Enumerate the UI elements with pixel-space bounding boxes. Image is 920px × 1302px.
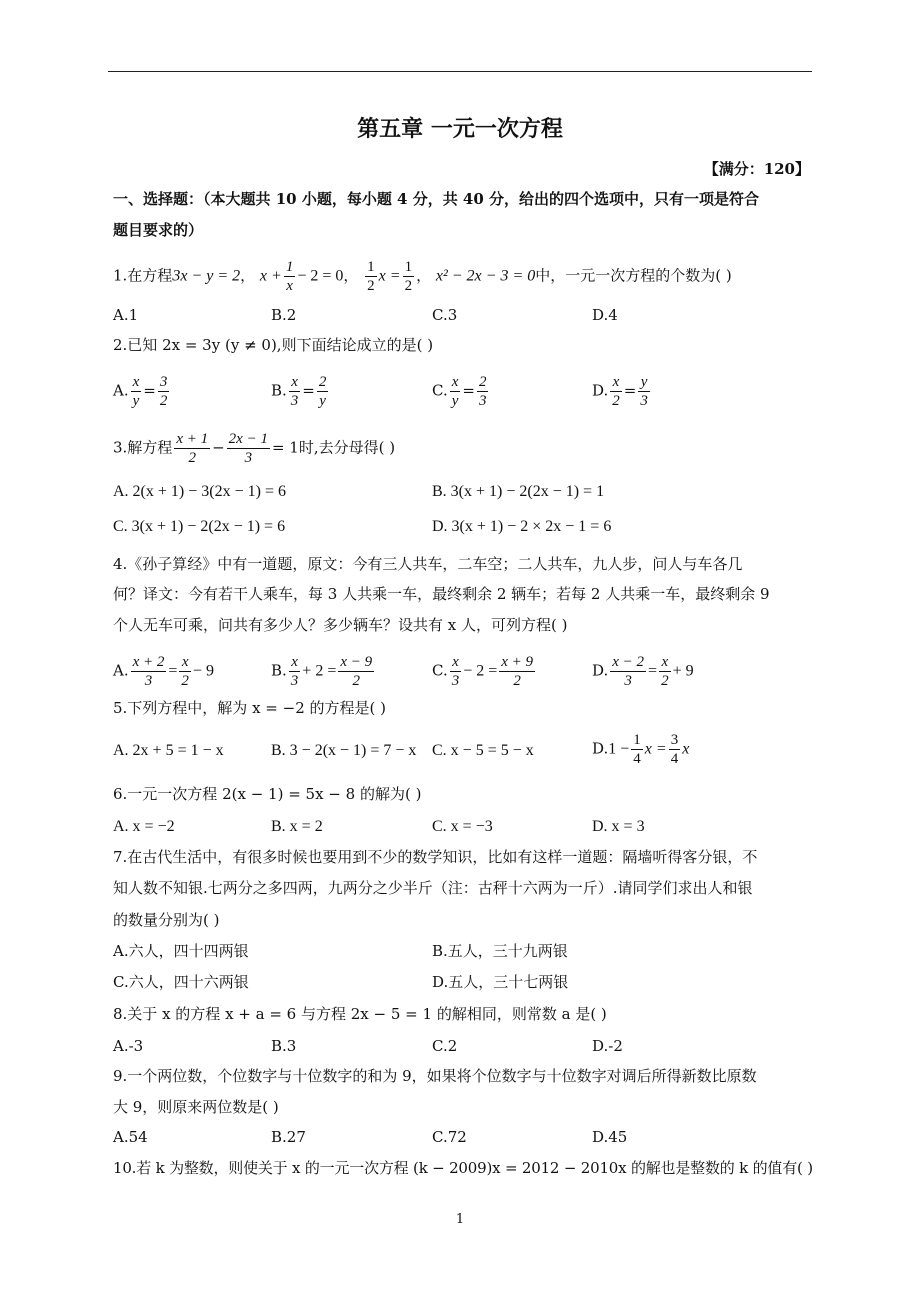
- question-1-stem: 1.在方程3x − y = 2， x + $\frac{1}{x}$ − 2 = 0， $\frac{1}{2}$ x = $\frac{1}{2}$ ， x² − 2x − 3 = 0中，一元一次方程的个数为( ): [113, 259, 732, 294]
- q6-option-a: A. x = −2: [113, 818, 175, 835]
- question-7-line3: 的数量分别为( ): [113, 911, 220, 929]
- question-7-line2: 知人数不知银.七两分之多四两，九两分之少半斤（注：古秤十六两为一斤）.请同学们求出人和银: [113, 879, 753, 897]
- q6-option-b: B. x = 2: [271, 818, 323, 835]
- q6-option-c: C. x = −3: [432, 818, 493, 835]
- page-number: 1: [455, 1212, 465, 1227]
- q3-option-c: C. 3(x + 1) − 2(2x − 1) = 6: [113, 518, 286, 535]
- q7-option-d: D.五人，三十七两银: [432, 973, 569, 991]
- section-heading-line2: 题目要求的）: [113, 221, 204, 239]
- q9-option-d: D.45: [592, 1128, 628, 1146]
- question-2-stem: 2.已知 2x = 3y (y ≠ 0),则下面结论成立的是( ): [113, 336, 434, 354]
- q6-option-d: D. x = 3: [592, 818, 645, 835]
- q4-option-a: A. $\frac{x + 2}{3}$ = $\frac{x}{2}$ − 9: [113, 654, 214, 689]
- q9-option-b: B.27: [271, 1128, 306, 1146]
- q2-option-b: B. $\frac{x}{3}$ = $\frac{2}{y}$: [271, 374, 327, 409]
- q8-option-c: C.2: [432, 1037, 458, 1055]
- q3-option-b: B. 3(x + 1) − 2(2x − 1) = 1: [432, 483, 605, 500]
- question-10-stem: 10.若 k 为整数，则使关于 x 的一元一次方程 (k − 2009)x = 2012 − 2010x 的解也是整数的 k 的值有( ): [113, 1159, 813, 1177]
- q1-option-a: A.1: [113, 306, 139, 324]
- question-4-line2: 何？译文：今有若干人乘车，每 3 人共乘一车，最终剩余 2 辆车；若每 2 人共乘一车，最终剩余 9: [113, 585, 770, 603]
- question-7-line1: 7.在古代生活中，有很多时候也要用到不少的数学知识，比如有这样一道题：隔墙听得客分银，不: [113, 848, 758, 866]
- q4-option-d: D. $\frac{x - 2}{3}$ = $\frac{x}{2}$ + 9: [592, 654, 694, 689]
- q1-option-c: C.3: [432, 306, 458, 324]
- fraction: $\frac{1}{2}$: [367, 259, 375, 294]
- q5-option-d: D.1 − $\frac{1}{4}$ x = $\frac{3}{4}$ x: [592, 732, 690, 767]
- section-heading-line1: 一、选择题：（本大题共 10 小题，每小题 4 分，共 40 分，给出的四个选项中，只有一项是符合: [113, 190, 760, 208]
- q8-option-a: A.-3: [113, 1037, 144, 1055]
- q4-option-c: C. $\frac{x}{3}$ − 2 = $\frac{x + 9}{2}$: [432, 654, 534, 689]
- question-3-stem: 3.解方程 $\frac{x + 1}{2}$ − $\frac{2x - 1}{3}$ = 1时,去分母得( ): [113, 431, 396, 466]
- q5-option-a: A. 2x + 5 = 1 − x: [113, 742, 224, 759]
- question-6-stem: 6.一元一次方程 2(x − 1) = 5x − 8 的解为( ): [113, 785, 422, 803]
- question-9-line2: 大 9，则原来两位数是( ): [113, 1098, 279, 1116]
- q3-option-d: D. 3(x + 1) − 2 × 2x − 1 = 6: [432, 518, 612, 535]
- q1-option-d: D.4: [592, 306, 618, 324]
- q2-option-c: C. $\frac{x}{y}$ = $\frac{2}{3}$: [432, 374, 487, 409]
- fraction: $\frac{1}{2}$: [404, 259, 413, 294]
- full-score-label: 【满分：120】: [703, 160, 810, 178]
- q5-option-b: B. 3 − 2(x − 1) = 7 − x: [271, 742, 417, 759]
- question-4-line3: 个人无车可乘，问共有多少人？多少辆车？设共有 x 人，可列方程( ): [113, 616, 568, 634]
- q1-option-b: B.2: [271, 306, 297, 324]
- q5-option-c: C. x − 5 = 5 − x: [432, 742, 534, 759]
- question-4-line1: 4.《孙子算经》中有一道题，原文：今有三人共车，二车空；二人共车，九人步，问人与车各几: [113, 555, 743, 573]
- q2-option-a: A. $\frac{x}{y}$ = $\frac{3}{2}$: [113, 374, 168, 409]
- q4-option-b: B. $\frac{x}{3}$ + 2 = $\frac{x - 9}{2}$: [271, 654, 373, 689]
- page-title: 第五章 一元一次方程: [357, 116, 563, 142]
- q2-option-d: D. $\frac{x}{2}$ = $\frac{y}{3}$: [592, 374, 648, 409]
- question-5-stem: 5.下列方程中，解为 x = −2 的方程是( ): [113, 699, 386, 717]
- q9-option-c: C.72: [432, 1128, 467, 1146]
- q8-option-b: B.3: [271, 1037, 297, 1055]
- q7-option-b: B.五人，三十九两银: [432, 942, 568, 960]
- fraction: $\frac{1}{x}$: [285, 259, 294, 294]
- header-rule: [108, 71, 812, 72]
- q7-option-a: A.六人，四十四两银: [113, 942, 249, 960]
- question-9-line1: 9.一个两位数，个位数字与十位数字的和为 9，如果将个位数字与十位数字对调后所得新数比原数: [113, 1067, 757, 1085]
- q3-option-a: A. 2(x + 1) − 3(2x − 1) = 6: [113, 483, 286, 500]
- q9-option-a: A.54: [113, 1128, 148, 1146]
- q8-option-d: D.-2: [592, 1037, 623, 1055]
- q7-option-c: C.六人，四十六两银: [113, 973, 249, 991]
- question-8-stem: 8.关于 x 的方程 x + a = 6 与方程 2x − 5 = 1 的解相同，则常数 a 是( ): [113, 1005, 607, 1023]
